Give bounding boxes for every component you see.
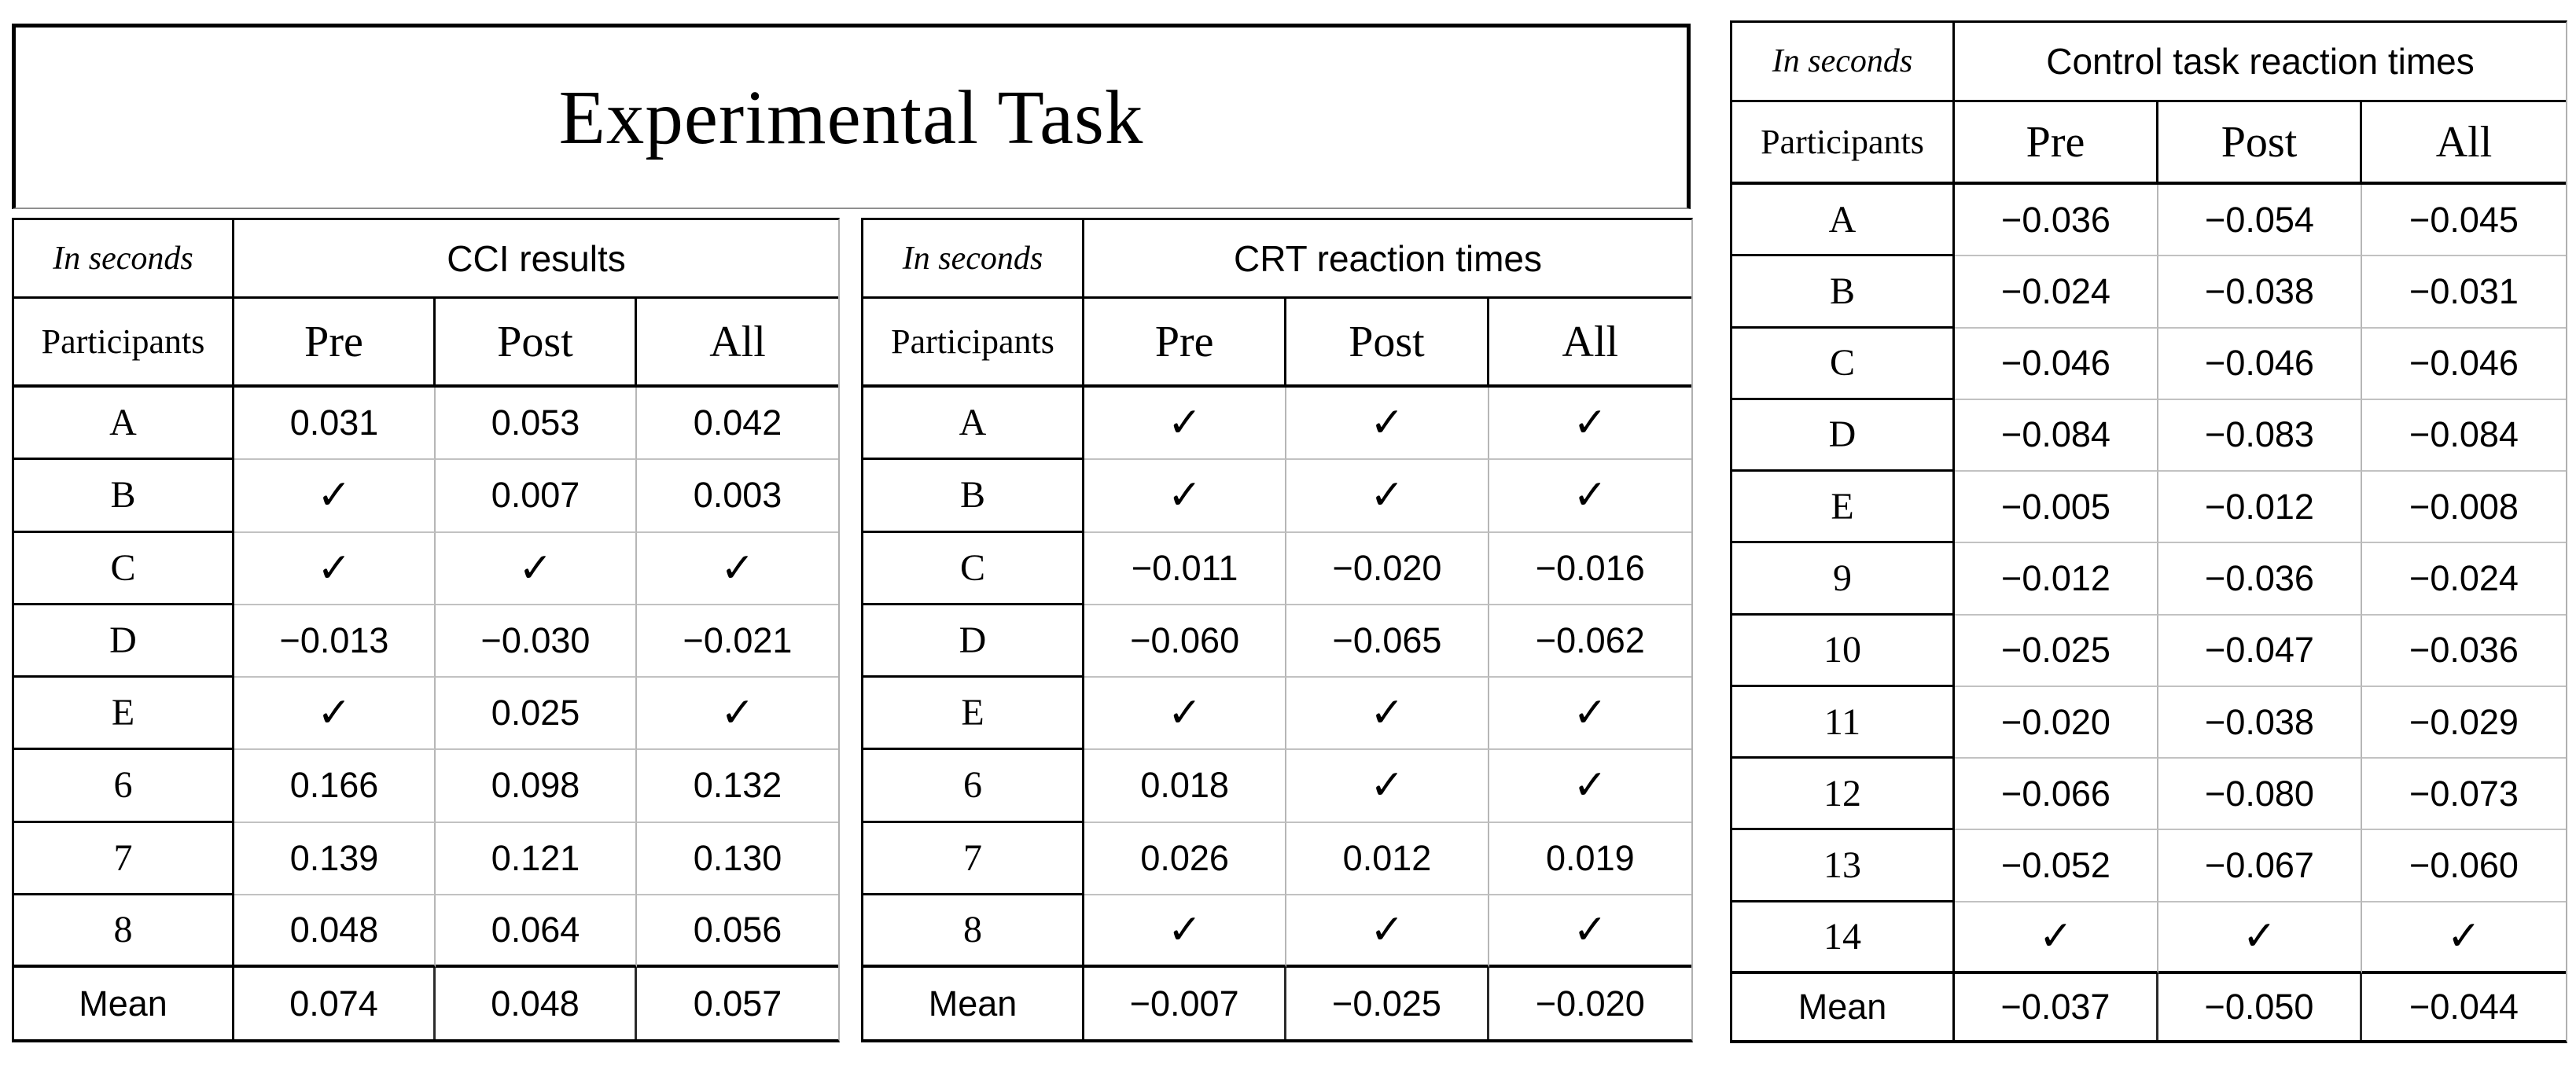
data-cell: 0.098 [436, 750, 637, 822]
cci-results-table [12, 218, 840, 1042]
data-cell: 0.056 [637, 895, 838, 968]
col-header-post: Post [436, 299, 637, 388]
data-cell: 0.121 [436, 823, 637, 895]
check-icon: ✓ [1489, 750, 1691, 822]
table-title: CRT reaction times [1084, 220, 1691, 299]
data-cell: 0.042 [637, 388, 838, 460]
check-icon: ✓ [1489, 678, 1691, 750]
data-cell: −0.046 [2362, 329, 2566, 400]
units-note: In seconds [1732, 23, 1955, 102]
data-cell: 0.166 [234, 750, 436, 822]
col-header-post: Post [1286, 299, 1489, 388]
data-cell: −0.011 [1084, 533, 1286, 605]
row-label: D [863, 605, 1084, 678]
data-cell: −0.008 [2362, 472, 2566, 543]
data-cell: −0.083 [2158, 400, 2362, 472]
data-cell: 0.130 [637, 823, 838, 895]
row-label: 14 [1732, 902, 1955, 974]
check-icon: ✓ [1286, 750, 1489, 822]
mean-cell: −0.044 [2409, 987, 2519, 1027]
data-cell: −0.073 [2362, 759, 2566, 830]
data-cell: 0.064 [436, 895, 637, 968]
row-label: 6 [14, 750, 234, 822]
data-cell: −0.005 [1955, 472, 2158, 543]
data-cell: −0.060 [2362, 830, 2566, 902]
control-task-reaction-times-table [1730, 20, 2567, 1043]
data-cell: −0.029 [2362, 687, 2566, 759]
row-label: C [863, 533, 1084, 605]
check-icon: ✓ [1084, 388, 1286, 460]
data-cell: −0.012 [2158, 472, 2362, 543]
check-icon: ✓ [2362, 902, 2566, 974]
check-icon: ✓ [1955, 902, 2158, 974]
mean-label: Mean [863, 968, 1084, 1039]
mean-cell: −0.020 [1535, 983, 1645, 1024]
data-cell: −0.024 [2362, 543, 2566, 615]
data-cell: −0.024 [1955, 256, 2158, 328]
row-label: C [14, 533, 234, 605]
data-cell: 0.053 [436, 388, 637, 460]
data-cell: −0.067 [2158, 830, 2362, 902]
data-cell: −0.020 [1955, 687, 2158, 759]
check-icon: ✓ [1084, 895, 1286, 968]
check-icon: ✓ [1489, 460, 1691, 532]
row-label: C [1732, 329, 1955, 400]
mean-cell: −0.007 [1084, 968, 1286, 1039]
check-icon: ✓ [1286, 678, 1489, 750]
data-cell: −0.080 [2158, 759, 2362, 830]
units-note: In seconds [14, 220, 234, 299]
data-cell: 0.025 [436, 678, 637, 750]
mean-cell: 0.074 [234, 968, 436, 1039]
data-cell: −0.031 [2362, 256, 2566, 328]
data-cell: 0.019 [1489, 823, 1691, 895]
row-label: E [1732, 472, 1955, 543]
check-icon: ✓ [2158, 902, 2362, 974]
data-cell: 0.139 [234, 823, 436, 895]
units-note: In seconds [863, 220, 1084, 299]
data-cell: 0.132 [637, 750, 838, 822]
data-cell: −0.047 [2158, 616, 2362, 687]
data-cell: −0.052 [1955, 830, 2158, 902]
participants-header: Participants [1732, 102, 1955, 185]
row-label: 12 [1732, 759, 1955, 830]
data-cell: −0.021 [637, 605, 838, 678]
mean-label: Mean [1732, 974, 1955, 1040]
check-icon: ✓ [1084, 460, 1286, 532]
check-icon: ✓ [1286, 460, 1489, 532]
col-header-all: All [637, 299, 838, 388]
col-header-pre: Pre [1955, 102, 2158, 185]
mean-cell: −0.025 [1286, 968, 1489, 1039]
mean-cell: 0.048 [436, 968, 637, 1039]
mean-cell: −0.037 [1955, 974, 2158, 1040]
check-icon: ✓ [234, 460, 436, 532]
data-cell: −0.084 [1955, 400, 2158, 472]
check-icon: ✓ [1286, 388, 1489, 460]
row-label: 7 [14, 823, 234, 895]
data-cell: −0.020 [1286, 533, 1489, 605]
data-cell: 0.026 [1084, 823, 1286, 895]
data-cell: −0.045 [2362, 185, 2566, 256]
data-cell: −0.012 [1955, 543, 2158, 615]
col-header-pre: Pre [1084, 299, 1286, 388]
check-icon: ✓ [1286, 895, 1489, 968]
data-cell: 0.018 [1084, 750, 1286, 822]
check-icon: ✓ [1489, 388, 1691, 460]
row-label: 13 [1732, 830, 1955, 902]
row-label: B [14, 460, 234, 532]
data-cell: −0.046 [2158, 329, 2362, 400]
row-label: D [14, 605, 234, 678]
row-label: B [863, 460, 1084, 532]
col-header-all: All [2362, 102, 2566, 185]
data-cell: −0.013 [234, 605, 436, 678]
row-label: 6 [863, 750, 1084, 822]
check-icon: ✓ [1489, 895, 1691, 968]
participants-header: Participants [863, 299, 1084, 388]
row-label: 9 [1732, 543, 1955, 615]
mean-cell: 0.057 [693, 983, 782, 1024]
page-title: Experimental Task [558, 75, 1144, 160]
row-label: A [14, 388, 234, 460]
check-icon: ✓ [234, 533, 436, 605]
check-icon: ✓ [234, 678, 436, 750]
data-cell: −0.025 [1955, 616, 2158, 687]
row-label: 8 [14, 895, 234, 968]
row-label: 8 [863, 895, 1084, 968]
data-cell: −0.046 [1955, 329, 2158, 400]
table-title: Control task reaction times [1955, 23, 2566, 102]
data-cell: 0.012 [1286, 823, 1489, 895]
col-header-post: Post [2158, 102, 2362, 185]
row-label: D [1732, 400, 1955, 472]
row-label: A [1732, 185, 1955, 256]
data-cell: −0.016 [1489, 533, 1691, 605]
data-cell: −0.038 [2158, 687, 2362, 759]
check-icon: ✓ [1084, 678, 1286, 750]
check-icon: ✓ [436, 533, 637, 605]
data-cell: 0.003 [637, 460, 838, 532]
mean-cell: −0.050 [2158, 974, 2362, 1040]
title-box [12, 24, 1691, 209]
row-label: E [863, 678, 1084, 750]
data-cell: −0.030 [436, 605, 637, 678]
participants-header: Participants [14, 299, 234, 388]
check-icon: ✓ [637, 533, 838, 605]
row-label: E [14, 678, 234, 750]
data-cell: −0.066 [1955, 759, 2158, 830]
row-label: A [863, 388, 1084, 460]
data-cell: 0.031 [234, 388, 436, 460]
data-cell: 0.007 [436, 460, 637, 532]
data-cell: −0.038 [2158, 256, 2362, 328]
mean-label: Mean [14, 968, 234, 1039]
col-header-all: All [1489, 299, 1691, 388]
row-label: 7 [863, 823, 1084, 895]
data-cell: −0.084 [2362, 400, 2566, 472]
data-cell: −0.060 [1084, 605, 1286, 678]
row-label: 10 [1732, 616, 1955, 687]
crt-reaction-times-table [861, 218, 1693, 1042]
data-cell: −0.036 [1955, 185, 2158, 256]
row-label: B [1732, 256, 1955, 328]
table-title: CCI results [234, 220, 838, 299]
data-cell: −0.065 [1286, 605, 1489, 678]
check-icon: ✓ [637, 678, 838, 750]
data-cell: −0.036 [2362, 616, 2566, 687]
row-label: 11 [1732, 687, 1955, 759]
data-cell: −0.062 [1489, 605, 1691, 678]
col-header-pre: Pre [234, 299, 436, 388]
data-cell: −0.036 [2158, 543, 2362, 615]
data-cell: −0.054 [2158, 185, 2362, 256]
data-cell: 0.048 [234, 895, 436, 968]
